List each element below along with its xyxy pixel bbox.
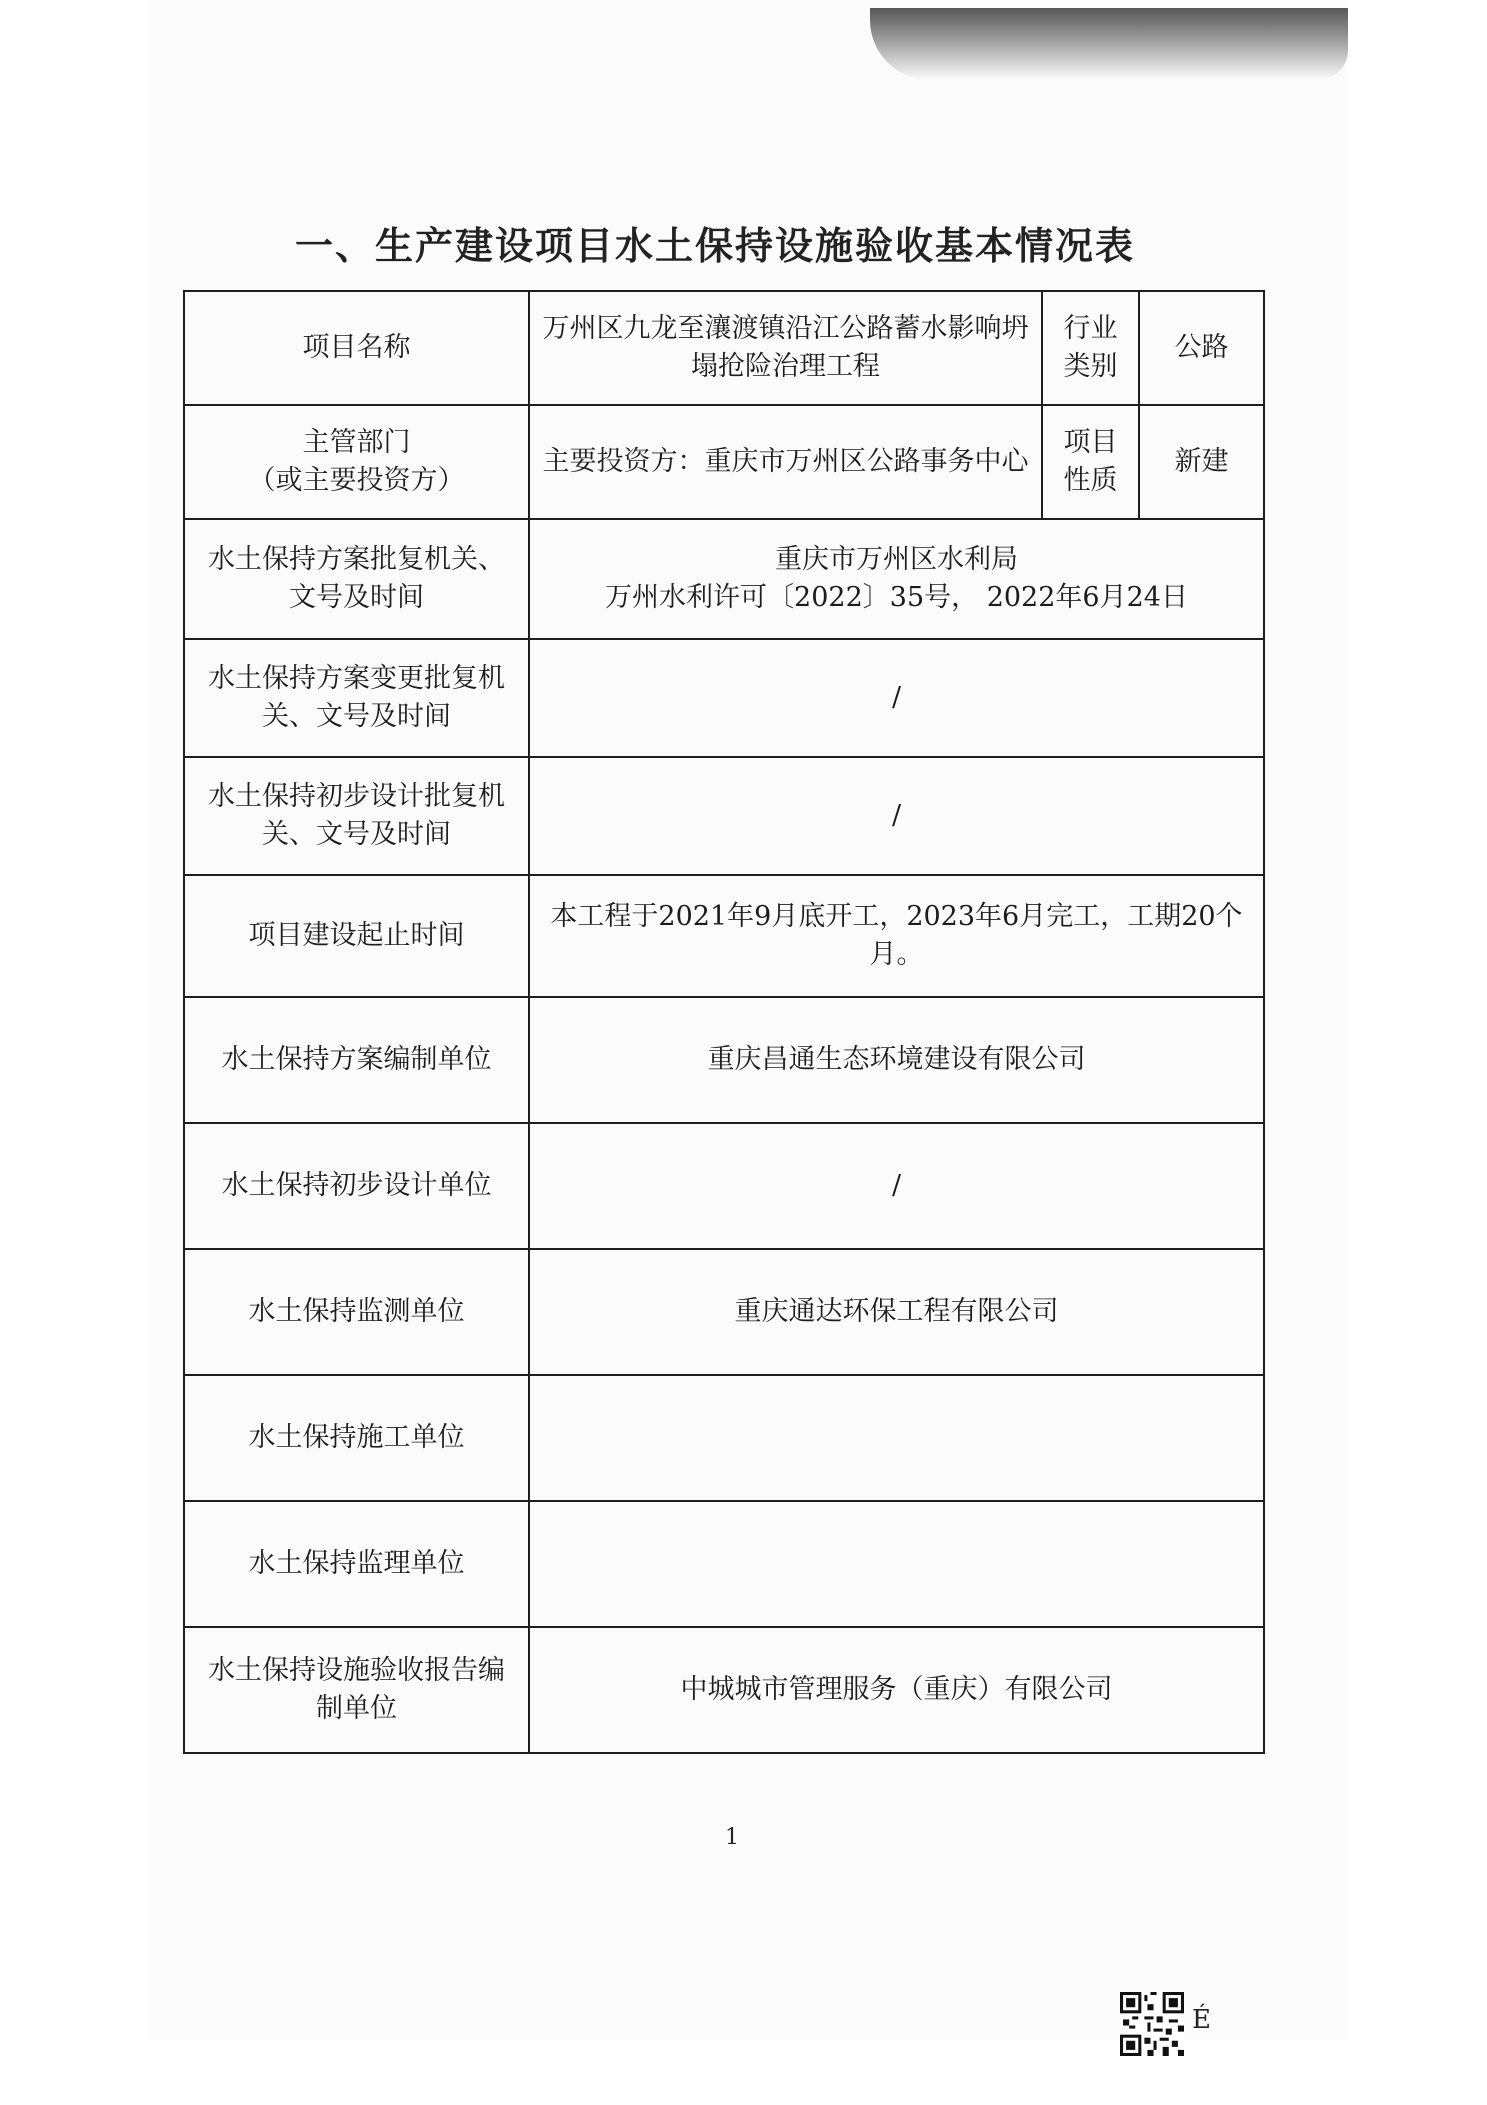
page-number: 1	[725, 1825, 739, 1850]
construction-unit-label: 水土保持施工单位	[184, 1375, 529, 1501]
monitoring-unit-value: 重庆通达环保工程有限公司	[529, 1249, 1264, 1375]
scan-edge-shadow	[870, 8, 1348, 80]
corner-mark: É	[1192, 2005, 1211, 2035]
monitoring-unit-label: 水土保持监测单位	[184, 1249, 529, 1375]
nature-value: 新建	[1139, 405, 1264, 519]
table-row	[184, 997, 1264, 1123]
dept-label-line1: 主管部门	[302, 427, 411, 458]
construction-unit-value	[529, 1375, 1264, 1501]
nature-label: 项目性质	[1042, 405, 1139, 519]
page-title: 一、生产建设项目水土保持设施验收基本情况表	[295, 223, 1136, 268]
acceptance-info-table	[183, 290, 1265, 1754]
table-row	[184, 291, 1264, 405]
plan-change-value: /	[529, 639, 1264, 757]
table-row	[184, 519, 1264, 639]
project-name-label: 项目名称	[184, 291, 529, 405]
table-row	[184, 875, 1264, 997]
dept-label-cell	[184, 405, 529, 519]
table-row	[184, 1249, 1264, 1375]
construction-period-value: 本工程于2021年9月底开工，2023年6月完工，工期20个月。	[529, 875, 1264, 997]
table-row	[184, 639, 1264, 757]
project-name-value: 万州区九龙至瀼渡镇沿江公路蓄水影响坍塌抢险治理工程	[529, 291, 1042, 405]
prelim-design-unit-label: 水土保持初步设计单位	[184, 1123, 529, 1249]
prelim-design-unit-value: /	[529, 1123, 1264, 1249]
table-row	[184, 757, 1264, 875]
table-row	[184, 1375, 1264, 1501]
dept-label-line2: （或主要投资方）	[248, 465, 465, 496]
supervision-unit-label: 水土保持监理单位	[184, 1501, 529, 1627]
qr-code-icon	[1120, 1992, 1184, 2056]
dept-value: 主要投资方：重庆市万州区公路事务中心	[529, 405, 1042, 519]
report-compiler-value: 中城城市管理服务（重庆）有限公司	[529, 1627, 1264, 1753]
table-row	[184, 1627, 1264, 1753]
prelim-design-approval-value: /	[529, 757, 1264, 875]
plan-approval-line2: 万州水利许可〔2022〕35号， 2022年6月24日	[605, 582, 1188, 613]
plan-change-label: 水土保持方案变更批复机关、文号及时间	[184, 639, 529, 757]
table-row	[184, 405, 1264, 519]
report-compiler-label: 水土保持设施验收报告编制单位	[184, 1627, 529, 1753]
construction-period-label: 项目建设起止时间	[184, 875, 529, 997]
plan-compiler-label: 水土保持方案编制单位	[184, 997, 529, 1123]
table-row	[184, 1501, 1264, 1627]
prelim-design-approval-label: 水土保持初步设计批复机关、文号及时间	[184, 757, 529, 875]
plan-compiler-value: 重庆昌通生态环境建设有限公司	[529, 997, 1264, 1123]
plan-approval-label: 水土保持方案批复机关、文号及时间	[184, 519, 529, 639]
table-row	[184, 1123, 1264, 1249]
supervision-unit-value	[529, 1501, 1264, 1627]
industry-value: 公路	[1139, 291, 1264, 405]
plan-approval-line1: 重庆市万州区水利局	[775, 544, 1018, 575]
industry-label: 行业类别	[1042, 291, 1139, 405]
plan-approval-value	[529, 519, 1264, 639]
